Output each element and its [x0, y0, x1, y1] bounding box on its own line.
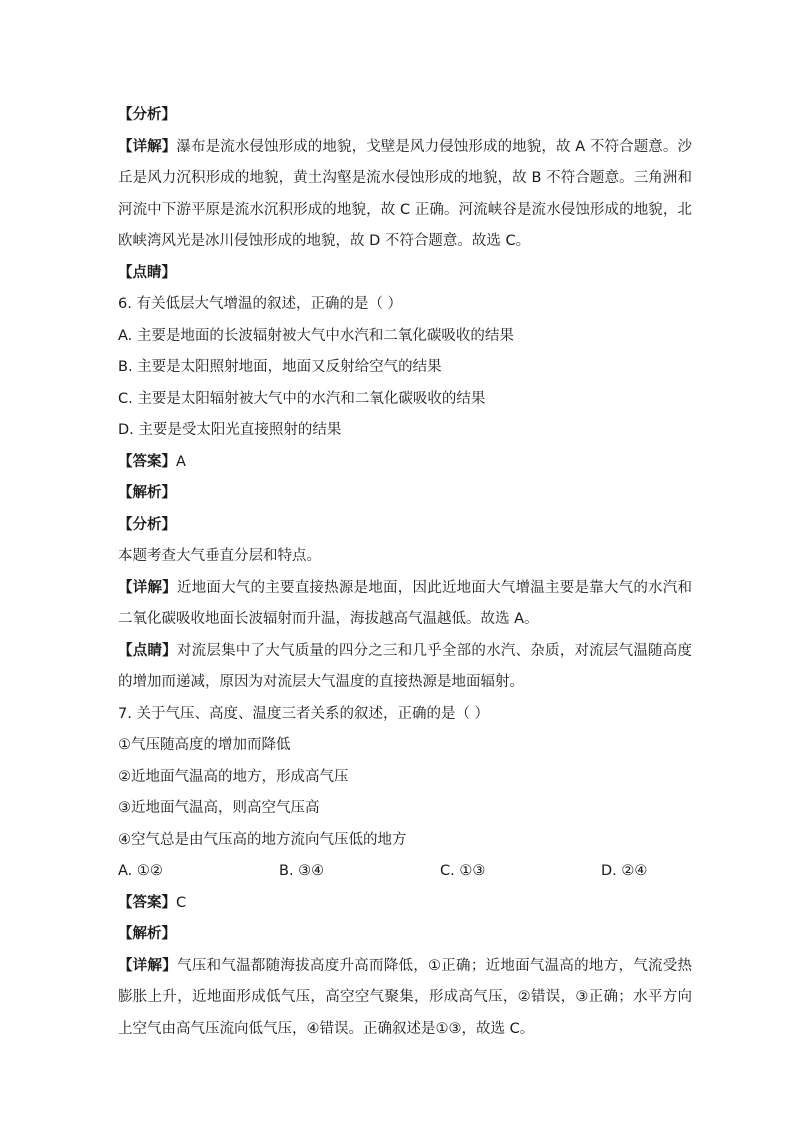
- explanation-tag: 【详解】: [118, 957, 178, 974]
- question-7-choice-b: B. ③④: [279, 863, 325, 879]
- comment-tag: 【点睛】: [118, 642, 177, 659]
- question-7-choices: [118, 856, 692, 888]
- comment-text: 对流层集中了大气质量的四分之三和几乎全部的水汽、杂质，对流层气温随高度的增加而递减，原因为对流层大气温度的直接热源是地面辐射。: [118, 642, 693, 690]
- question-6-comment: [118, 636, 692, 699]
- question-6-option-d: D. 主要是受太阳光直接照射的结果: [118, 422, 342, 438]
- explanation-tag: 【详解】: [118, 579, 177, 596]
- question-7-choice-a: A. ①②: [118, 863, 163, 879]
- explanation-text: 气压和气温都随海拔高度升高而降低，①正确；近地面气温高的地方，气流受热膨胀上升，近地面形成低气压，高空空气聚集，形成高气压，②错误，③正确；水平方向上空气由高气压流向低气压，④错误。正确叙述是①③，故选 C。: [118, 957, 693, 1037]
- question-6-option-b: B. 主要是太阳照射地面，地面又反射给空气的结果: [118, 359, 442, 375]
- question-7-statement-4: ④空气总是由气压高的地方流向气压低的地方: [118, 831, 407, 848]
- question-7-statement-1: ①气压随高度的增加而降低: [118, 737, 291, 753]
- answer-value: A: [176, 453, 186, 470]
- question-6-explanation: [118, 573, 692, 636]
- question-7-answer: [118, 888, 692, 920]
- question-6-analysis-heading: 【分析】: [118, 516, 176, 533]
- explanation-text: 近地面大气的主要直接热源是地面，因此近地面大气增温主要是靠大气的水汽和二氧化碳吸收地面长波辐射而升温，海拔越高气温越低。故选 A。: [118, 579, 693, 627]
- question-7-choice-d: D. ②④: [601, 863, 648, 879]
- question-6-option-a: A. 主要是地面的长波辐射被大气中水汽和二氧化碳吸收的结果: [118, 327, 514, 344]
- question-6-solution-heading: 【解析】: [118, 485, 176, 501]
- answer-tag: 【答案】: [118, 894, 176, 911]
- analysis-heading: 【分析】: [118, 107, 176, 123]
- question-6-option-c: C. 主要是太阳辐射被大气中的水汽和二氧化碳吸收的结果: [118, 390, 486, 407]
- question-7-stem: 7. 关于气压、高度、温度三者关系的叙述，正确的是（ ）: [118, 705, 490, 722]
- explanation-paragraph: [118, 132, 692, 258]
- question-6-answer: [118, 447, 692, 479]
- question-6-stem: 6. 有关低层大气增温的叙述，正确的是（ ）: [118, 296, 403, 312]
- explanation-tag: 【详解】: [118, 138, 177, 155]
- answer-value: C: [176, 894, 187, 911]
- document-page: [118, 100, 692, 1045]
- question-7-explanation: [118, 951, 692, 1046]
- answer-tag: 【答案】: [118, 453, 176, 470]
- question-7-choice-c: C. ①③: [440, 863, 486, 879]
- question-6-analysis-text: 本题考查大气垂直分层和特点。: [118, 548, 321, 564]
- question-7-statement-2: ②近地面气温高的地方，形成高气压: [118, 768, 349, 785]
- explanation-text: 瀑布是流水侵蚀形成的地貌，戈壁是风力侵蚀形成的地貌，故 A 不符合题意。沙丘是风力沉积形成的地貌，黄土沟壑是流水侵蚀形成的地貌，故 B 不符合题意。三角洲和河流中下游平原是流水沉积形成的地貌，故 C 正确。河流峡谷是流水侵蚀形成的地貌，北欧峡湾风光是冰川侵蚀形成的地貌，故 D 不符合题意。故选 C。: [118, 138, 693, 249]
- question-7-statement-3: ③近地面气温高，则高空气压高: [118, 800, 320, 816]
- comment-heading: 【点睛】: [118, 264, 176, 281]
- question-7-solution-heading: 【解析】: [118, 926, 176, 942]
